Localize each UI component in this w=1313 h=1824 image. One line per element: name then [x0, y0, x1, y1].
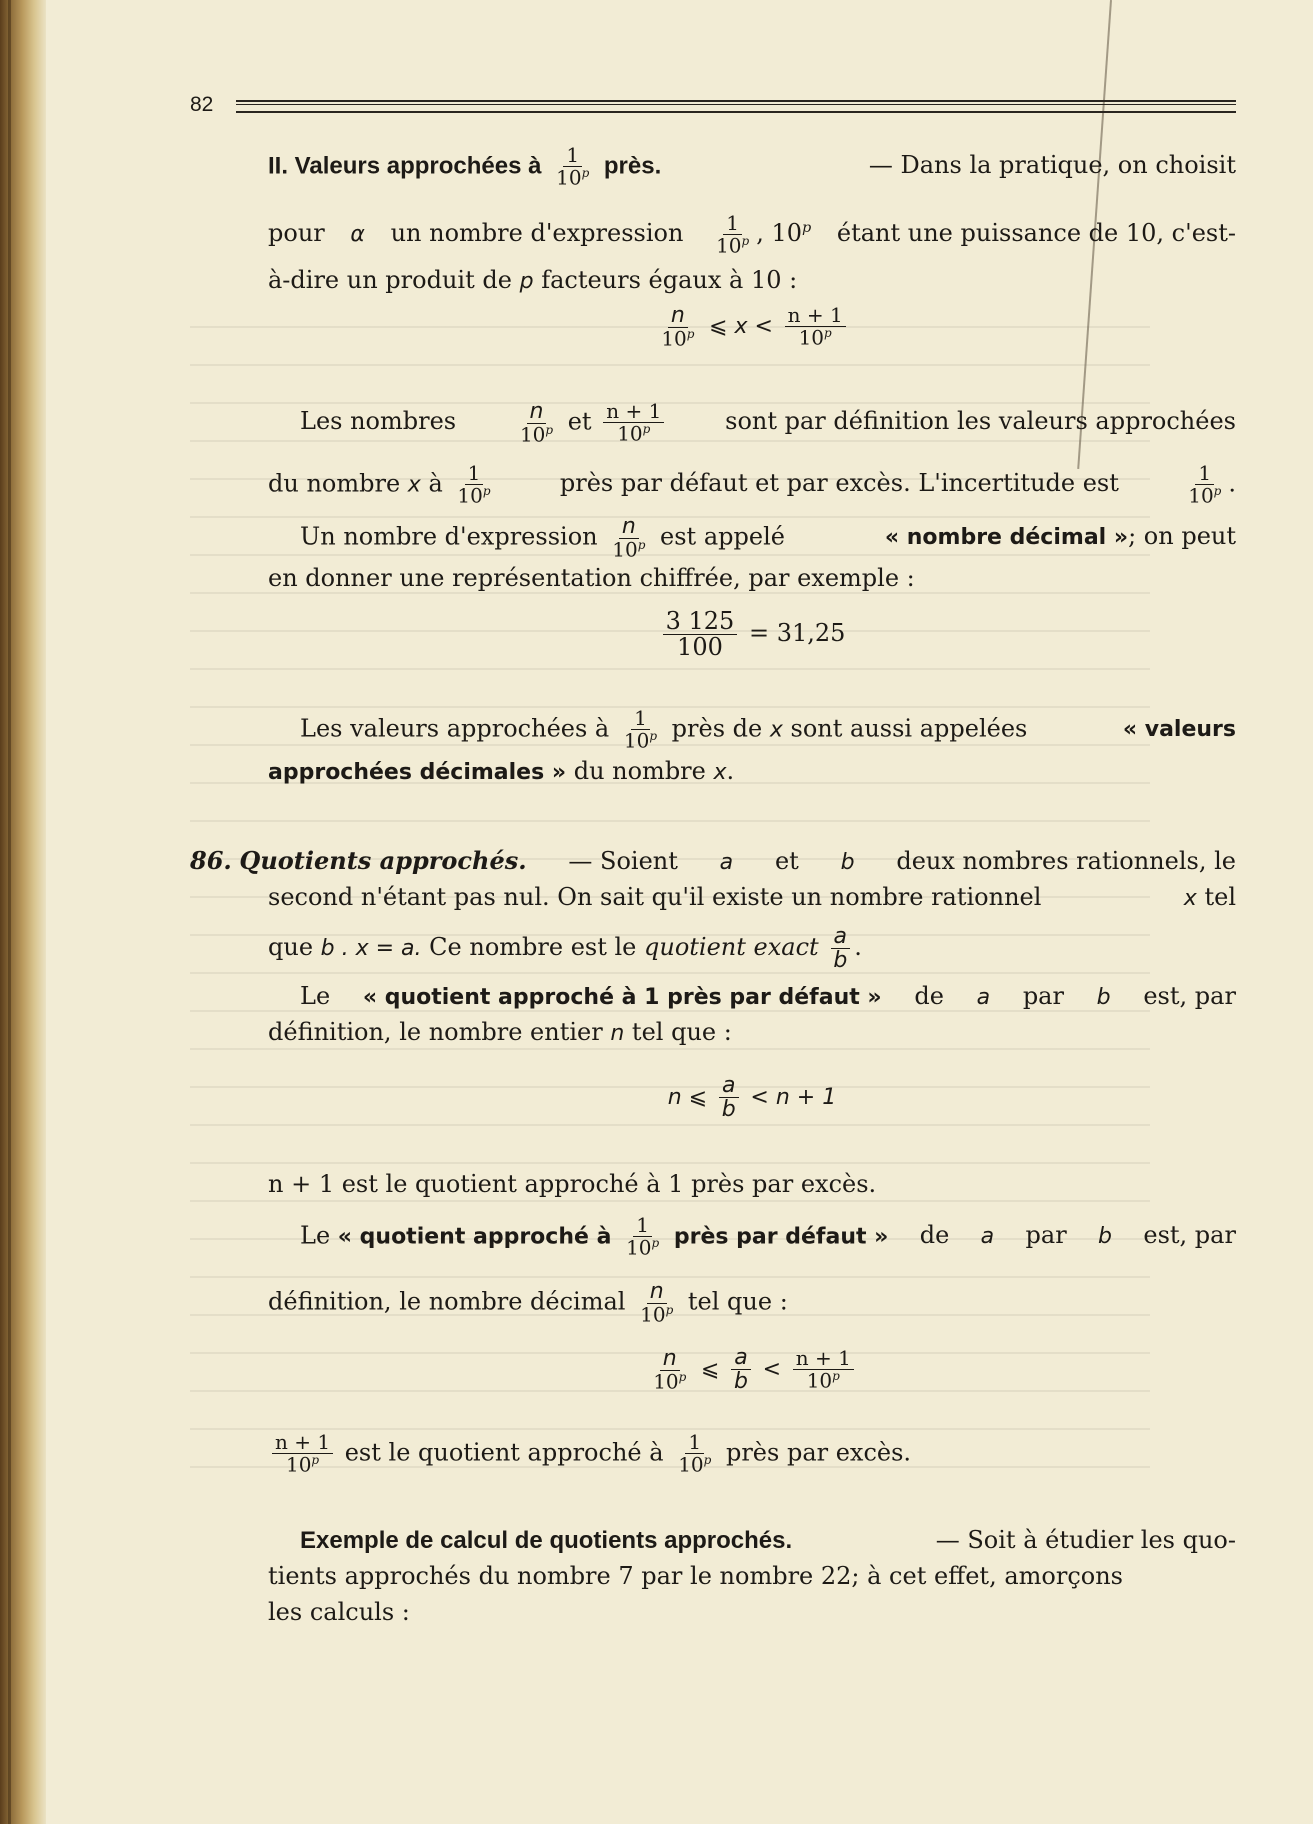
section-86-title: Quotients approchés.	[239, 846, 527, 875]
section-ii-line1	[268, 145, 1236, 189]
paragraph-valeurs-line2: approchées décimales » du nombre x.	[268, 757, 735, 785]
example-section-line3: les calculs :	[268, 1598, 410, 1626]
paragraph-quotient-1: Le « quotient approché à 1 près par défaut » de a par b est, par	[268, 978, 1236, 1016]
formula-quotient-decimal: $\frac{n}{10^p}$ ⩽ $\frac{a}{b}$ < $\frac{n + 1}{10^p}$	[268, 1340, 1236, 1398]
keyword-quotient-approche-1: « quotient approché à 1 près par défaut »	[362, 985, 882, 1010]
keyword-nombre-decimal: « nombre décimal »	[884, 525, 1129, 551]
fraction-1-over-10p: $\frac{1}{10^p}$	[716, 210, 750, 258]
section-86-line3: que b . x = a. Ce nombre est le quotient exact $\frac{a}{b}$ .	[268, 924, 862, 974]
paragraph-quotient-exces-1: n + 1 est le quotient approché à 1 près par excès.	[268, 1170, 877, 1198]
paragraph-du-nombre: du nombre x à $\frac{1}{10^p}$ près par défaut et par excès. L'incertitude est $\frac{1}{10^p}$ .	[268, 461, 1236, 508]
formula-example-decimal: $\frac{3 125}{100}$ = 31,25	[268, 605, 1236, 661]
example-section-line2: tients approchés du nombre 7 par le nombre 22; à cet effet, amorçons	[268, 1562, 1123, 1590]
section-ii-title: II. Valeurs approchées à	[268, 152, 542, 180]
example-section-line1: Exemple de calcul de quotients approchés. — Soit à étudier les quo-	[268, 1522, 1236, 1559]
paragraph-les-nombres: Les nombres $\frac{n}{10^p}$ et $\frac{n + 1}{10^p}$ sont par définition les valeurs approchées	[300, 399, 1236, 447]
section-ii-line3: à-dire un produit de p facteurs égaux à 10 :	[268, 266, 798, 294]
section-ii-line1-rest: — Dans la pratique, on choisit	[868, 151, 1236, 180]
formula-inequality-x: $\frac{n}{10^p}$ ⩽ x < $\frac{n + 1}{10^p}$	[268, 300, 1236, 352]
paragraph-quotient-10p-line2: définition, le nombre décimal $\frac{n}{10^p}$ tel que :	[268, 1279, 788, 1327]
formula-quotient-entier: n ⩽ $\frac{a}{b}$ < n + 1	[667, 1072, 837, 1122]
section-ii-line2: pour α un nombre d'expression $\frac{1}{10^p}$ , 10$^p$ étant une puissance de 10, c'est-	[268, 210, 1236, 258]
paragraph-nombre-decimal: Un nombre d'expression $\frac{n}{10^p}$ est appelé « nombre décimal »; on peut	[300, 514, 1236, 562]
paragraph-valeurs-approchees: Les valeurs approchées à $\frac{1}{10^p}$ près de x sont aussi appelées « valeurs	[300, 706, 1236, 753]
section-86-line2: second n'étant pas nul. On sait qu'il existe un nombre rationnel x tel	[268, 883, 1236, 911]
section-86-line1: 86. Quotients approchés. — Soient a et b deux nombres rationnels, le	[190, 846, 1236, 875]
fraction-1-over-10p: $\frac{1}{10^p}$	[556, 143, 590, 190]
paragraph-quotient-10p: Le « quotient approché à $\frac{1}{10^p}$ près par défaut » de a par b est, par	[300, 1213, 1236, 1260]
paragraph-quotient-exces-10p: $\frac{n + 1}{10^p}$ est le quotient approché à $\frac{1}{10^p}$ près par excès.	[268, 1432, 1236, 1476]
example-section-title: Exemple de calcul de quotients approchés.	[300, 1527, 793, 1554]
paragraph-representation: en donner une représentation chiffrée, par exemple :	[268, 564, 915, 592]
section-86-number: 86.	[190, 846, 232, 875]
page-number: 82	[190, 93, 214, 116]
header-rule	[236, 100, 1236, 113]
section-ii-title-suffix: près.	[603, 152, 662, 180]
book-binding	[0, 0, 46, 1824]
paragraph-quotient-1-line2: définition, le nombre entier n tel que :	[268, 1018, 732, 1046]
